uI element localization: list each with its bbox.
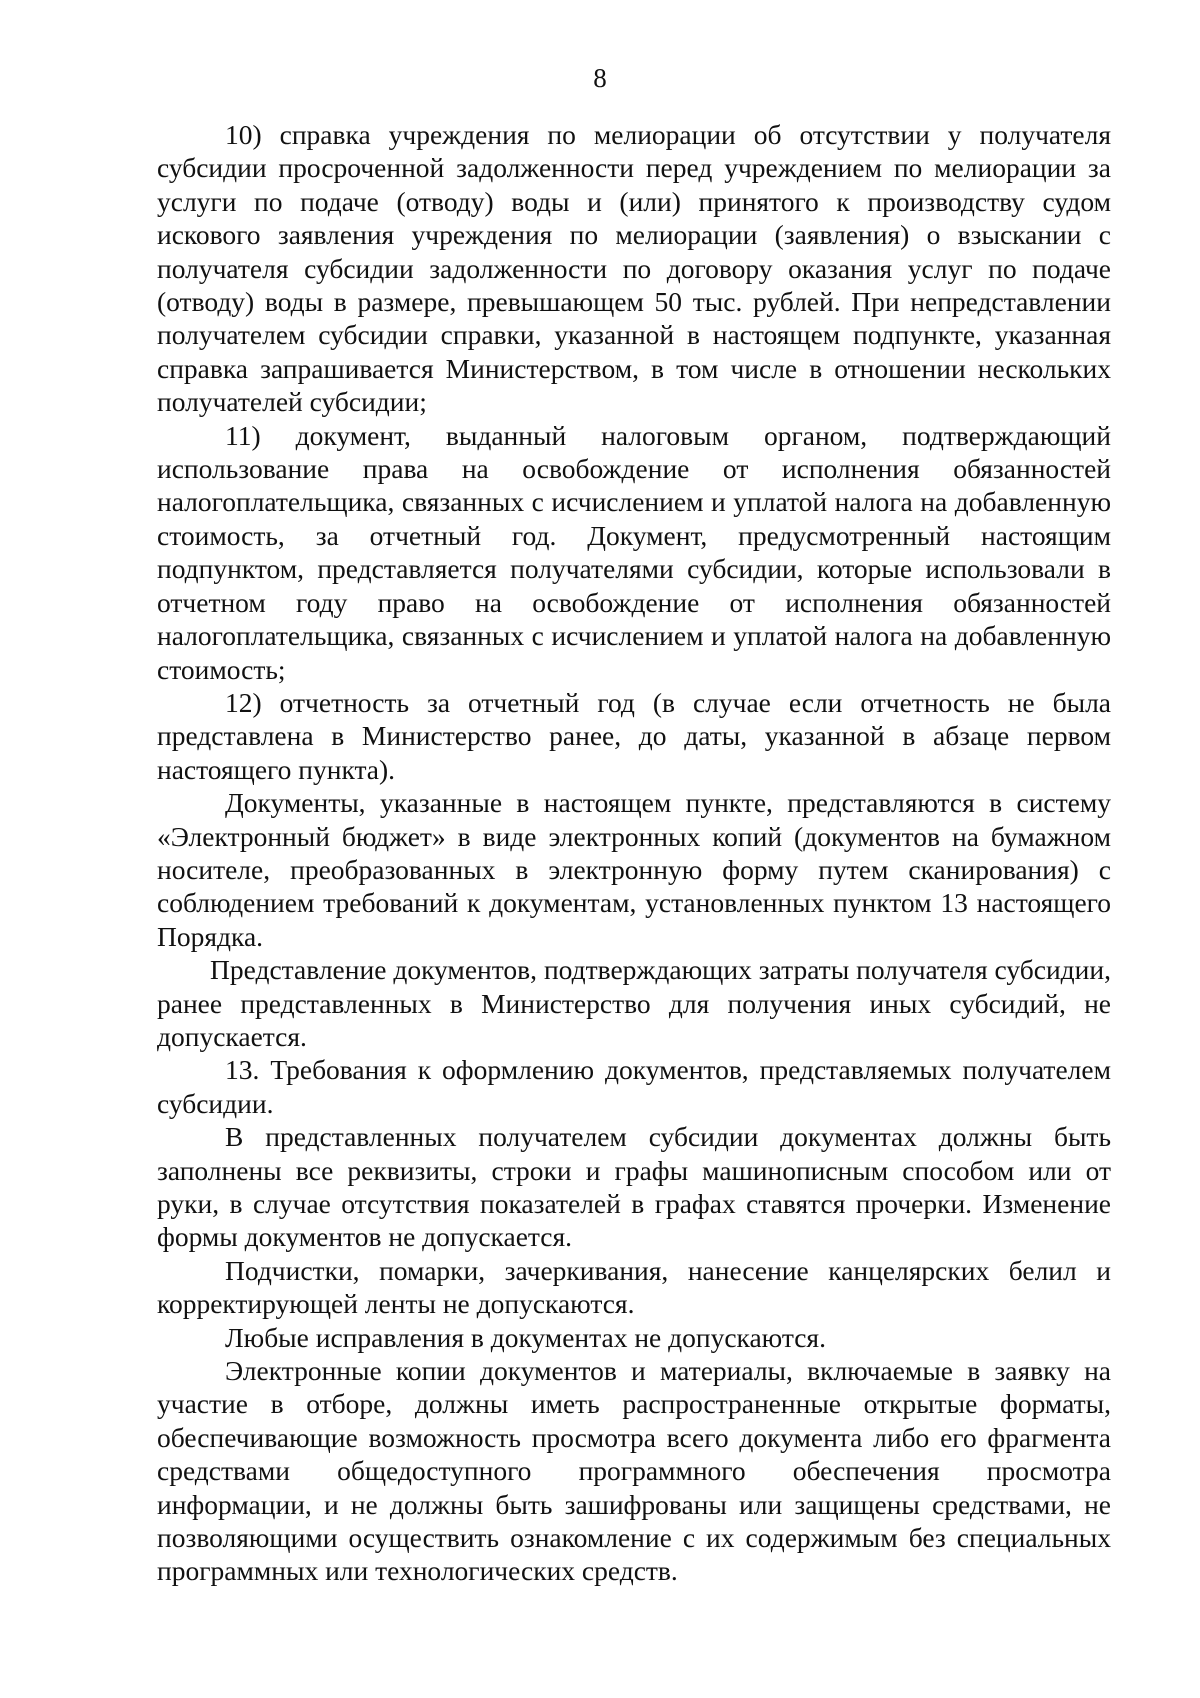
paragraph-item-11: 11) документ, выданный налоговым органом, подтверждающий использование права на освобождение от исполнения обязанностей налогоплательщика, связанных с исчислением и уплатой налога на добавленную стоимость, за отчетный год. Документ, предусмотренный настоящим подпунктом, представляется получателями субсидии, которые использовали в отчетном году право на освобождение от исполнения обязанностей налогоплательщика, связанных с исчислением и уплатой налога на добавленную стоимость; — [157, 419, 1111, 685]
paragraph-item-10: 10) справка учреждения по мелиорации об отсутствии у получателя субсидии просроченной задолженности перед учреждением по мелиорации за услуги по подаче (отводу) воды и (или) принятого к производству судом искового заявления учреждения по мелиорации (заявления) о взыскании с получателя субсидии задолженности по договору оказания услуг по подаче (отводу) воды в размере, превышающем 50 тыс. рублей. При непредставлении получателем субсидии справки, указанной в настоящем подпункте, указанная справка запрашивается Министерством, в том числе в отношении нескольких получателей субсидии; — [157, 119, 1111, 418]
paragraph-filling-requirements: В представленных получателем субсидии документах должны быть заполнены все реквизиты, строки и графы машинописным способом или от руки, в случае отсутствия показателей в графах ставятся прочерки. Изменение формы документов не допускается. — [157, 1121, 1111, 1253]
paragraph-no-prior-documents: Представление документов, подтверждающих затраты получателя субсидии, ранее представленных в Министерство для получения иных субсидий, не допускается. — [157, 954, 1111, 1052]
document-body — [157, 118, 1111, 1588]
page-number: 8 — [593, 63, 607, 93]
paragraph-electronic-copies: Электронные копии документов и материалы, включаемые в заявку на участие в отборе, должны иметь распространенные открытые форматы, обеспечивающие возможность просмотра всего документа либо его фрагмента средствами общедоступного программного обеспечения просмотра информации, и не должны быть зашифрованы или защищены средствами, не позволяющими осуществить ознакомление с их содержимым без специальных программных или технологических средств. — [157, 1355, 1111, 1587]
paragraph-no-fixes: Любые исправления в документах не допускаются. — [225, 1321, 826, 1353]
paragraph-section-13-heading: 13. Требования к оформлению документов, представляемых получателем субсидии. — [157, 1054, 1111, 1119]
paragraph-no-corrections-materials: Подчистки, помарки, зачеркивания, нанесение канцелярских белил и корректирующей ленты не допускаются. — [157, 1254, 1111, 1320]
paragraph-documents-submission: Документы, указанные в настоящем пункте, представляются в систему «Электронный бюджет» в виде электронных копий (документов на бумажном носителе, преобразованных в электронную форму путем сканирования) с соблюдением требований к документам, установленных пунктом 13 настоящего Порядка. — [157, 787, 1111, 952]
paragraph-item-12: 12) отчетность за отчетный год (в случае если отчетность не была представлена в Министерство ранее, до даты, указанной в абзаце первом настоящего пункта). — [157, 686, 1111, 785]
